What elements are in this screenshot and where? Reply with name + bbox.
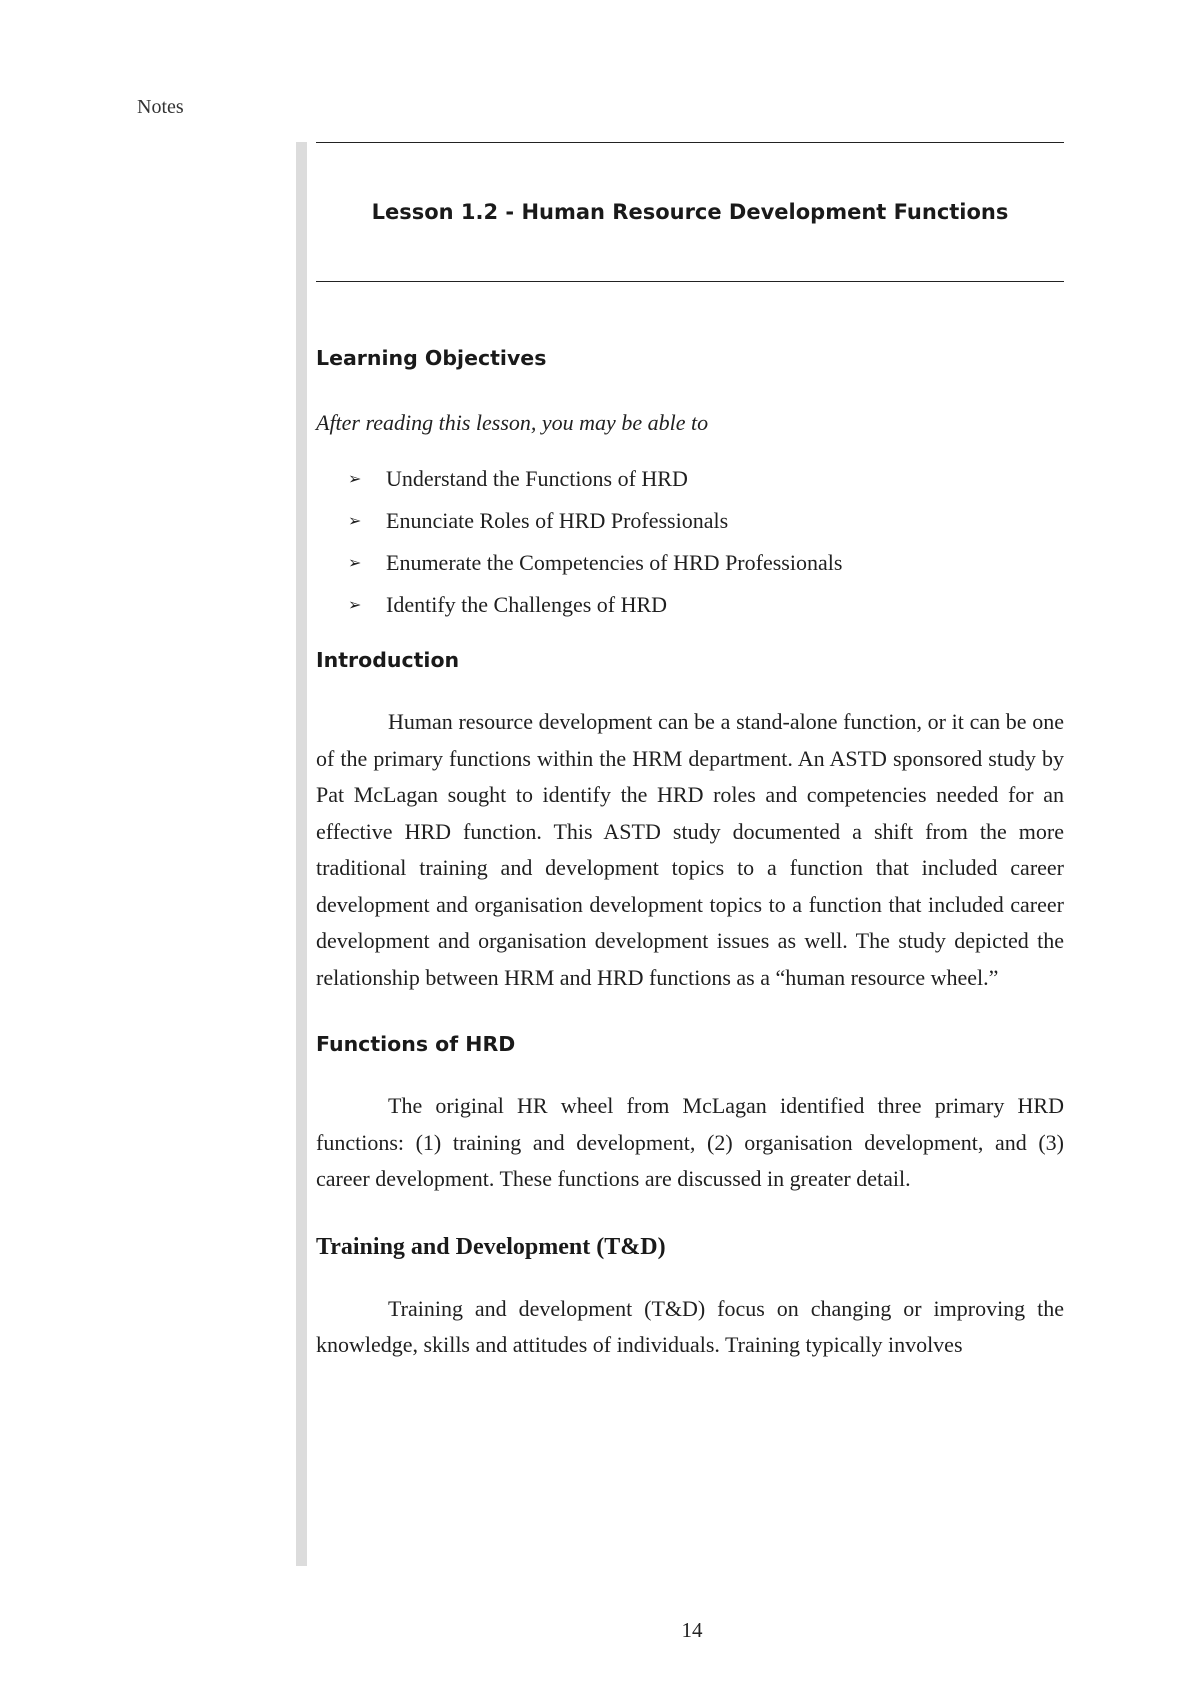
page-content [316,142,1064,1364]
margin-notes-label: Notes [137,96,184,118]
arrow-bullet-icon: ➢ [348,595,362,614]
list-item [316,542,1064,584]
list-item [316,458,1064,500]
list-item [316,500,1064,542]
list-item [316,584,1064,626]
training-heading: Training and Development (T&D) [316,1233,666,1260]
learning-objectives-heading: Learning Objectives [316,346,547,370]
objective-text: Enumerate the Competencies of HRD Professionals [386,550,843,575]
objective-text: Understand the Functions of HRD [386,466,688,491]
objectives-list [316,458,1064,626]
introduction-heading: Introduction [316,648,460,672]
lesson-title: Lesson 1.2 - Human Resource Development Functions [371,200,1009,224]
side-shaded-bar [296,142,307,1566]
functions-paragraph: The original HR wheel from McLagan identified three primary HRD functions: (1) training and development, (2) organisation development, and (3) career development. These functions are discussed in greater detail. [316,1093,1064,1191]
arrow-bullet-icon: ➢ [348,511,362,530]
page-number: 14 [681,1618,703,1642]
training-paragraph: Training and development (T&D) focus on changing or improving the knowledge, skills and attitudes of individuals. Training typically involves [316,1295,1064,1357]
functions-heading: Functions of HRD [316,1032,516,1056]
arrow-bullet-icon: ➢ [348,469,362,488]
introduction-paragraph: Human resource development can be a stand-alone function, or it can be one of the primary functions within the HRM department. An ASTD sponsored study by Pat McLagan sought to identify the HRD roles and competencies needed for an effective HRD function. This ASTD study documented a shift from the more traditional training and development topics to a function that included career development and organisation development topics to a function that included career development and organisation development issues as well. The study depicted the relationship between HRM and HRD functions as a “human resource wheel.” [316,709,1064,990]
objective-text: Identify the Challenges of HRD [386,592,668,617]
objectives-intro: After reading this lesson, you may be able to [316,410,709,435]
arrow-bullet-icon: ➢ [348,553,362,572]
title-bottom-rule [316,281,1064,282]
objective-text: Enunciate Roles of HRD Professionals [386,508,729,533]
